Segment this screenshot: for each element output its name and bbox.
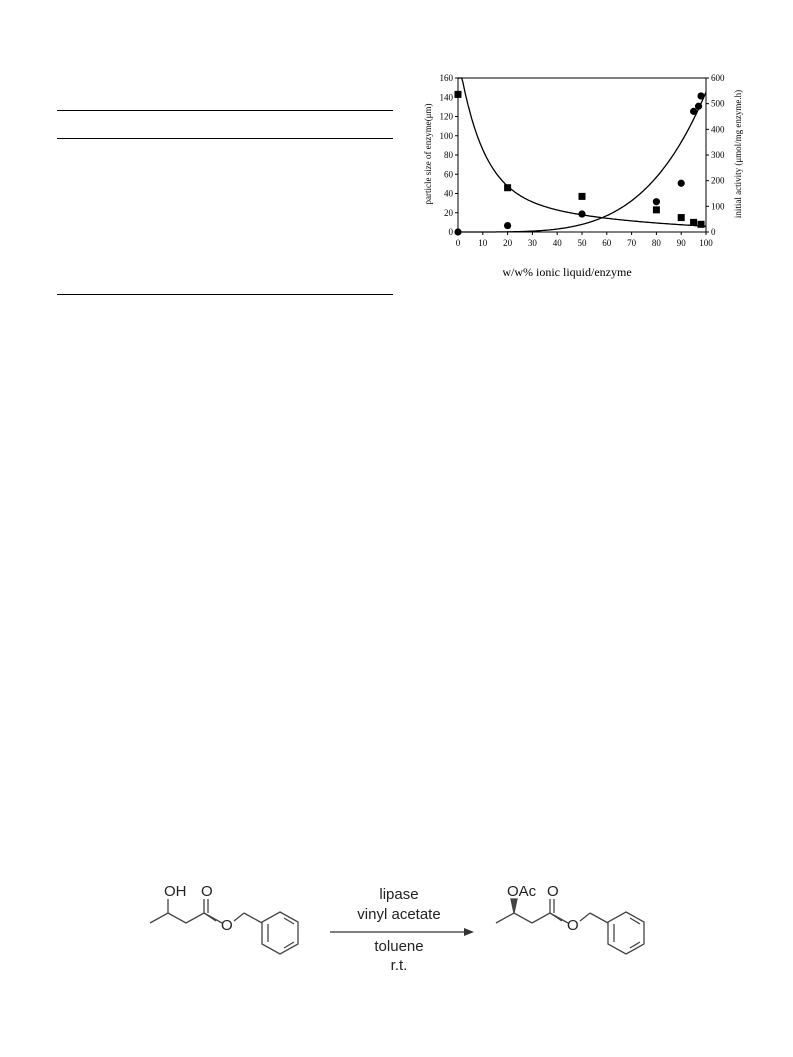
condition-rt: r.t. <box>390 957 408 974</box>
x-tick-label: 70 <box>627 238 637 248</box>
right-tick-label: 100 <box>711 201 725 212</box>
x-axis-label: w/w% ionic liquid/enzyme <box>502 265 632 279</box>
left-axis-label: particle size of enzyme(μm) <box>423 103 433 205</box>
right-tick-label: 300 <box>711 150 725 160</box>
x-tick-label: 40 <box>552 238 562 248</box>
reagent-lipase: lipase <box>379 886 419 903</box>
x-tick-label: 60 <box>602 238 612 248</box>
reactant-carbonyl-o-label: O <box>201 883 213 900</box>
left-tick-label: 80 <box>444 150 453 160</box>
right-tick-label: 0 <box>711 227 716 237</box>
x-tick-label: 100 <box>699 238 713 248</box>
right-axis-label: initial activity (μmol/mg enzyme.h) <box>733 89 743 219</box>
left-tick-label: 0 <box>448 227 453 237</box>
left-tick-label: 20 <box>444 207 453 218</box>
product-acetoxy-label: OAc <box>507 883 537 900</box>
left-tick-label: 60 <box>444 169 453 180</box>
left-tick-label: 120 <box>439 111 453 122</box>
left-tick-label: 160 <box>439 73 453 83</box>
left-tick-label: 140 <box>439 92 453 103</box>
x-tick-label: 0 <box>455 238 461 248</box>
condition-toluene: toluene <box>374 938 424 955</box>
x-tick-label: 10 <box>478 238 488 248</box>
left-tick-label: 40 <box>444 188 453 199</box>
right-tick-label: 500 <box>711 98 725 109</box>
reactant-ester-o-label: O <box>221 917 233 934</box>
product-ester-o-label: O <box>567 917 579 934</box>
x-tick-label: 20 <box>503 238 513 248</box>
x-tick-label: 50 <box>577 238 587 248</box>
right-tick-label: 600 <box>711 73 725 83</box>
reaction-arrow-head <box>464 928 474 936</box>
left-tick-label: 100 <box>439 130 453 141</box>
x-tick-label: 30 <box>527 238 537 248</box>
right-tick-label: 400 <box>711 124 725 135</box>
right-tick-label: 200 <box>711 175 725 186</box>
x-tick-label: 90 <box>676 238 686 248</box>
reagent-vinyl-acetate: vinyl acetate <box>357 906 441 923</box>
product-carbonyl-o-label: O <box>547 883 559 900</box>
reactant-hydroxyl-label: OH <box>164 883 187 900</box>
x-tick-label: 80 <box>651 238 661 248</box>
